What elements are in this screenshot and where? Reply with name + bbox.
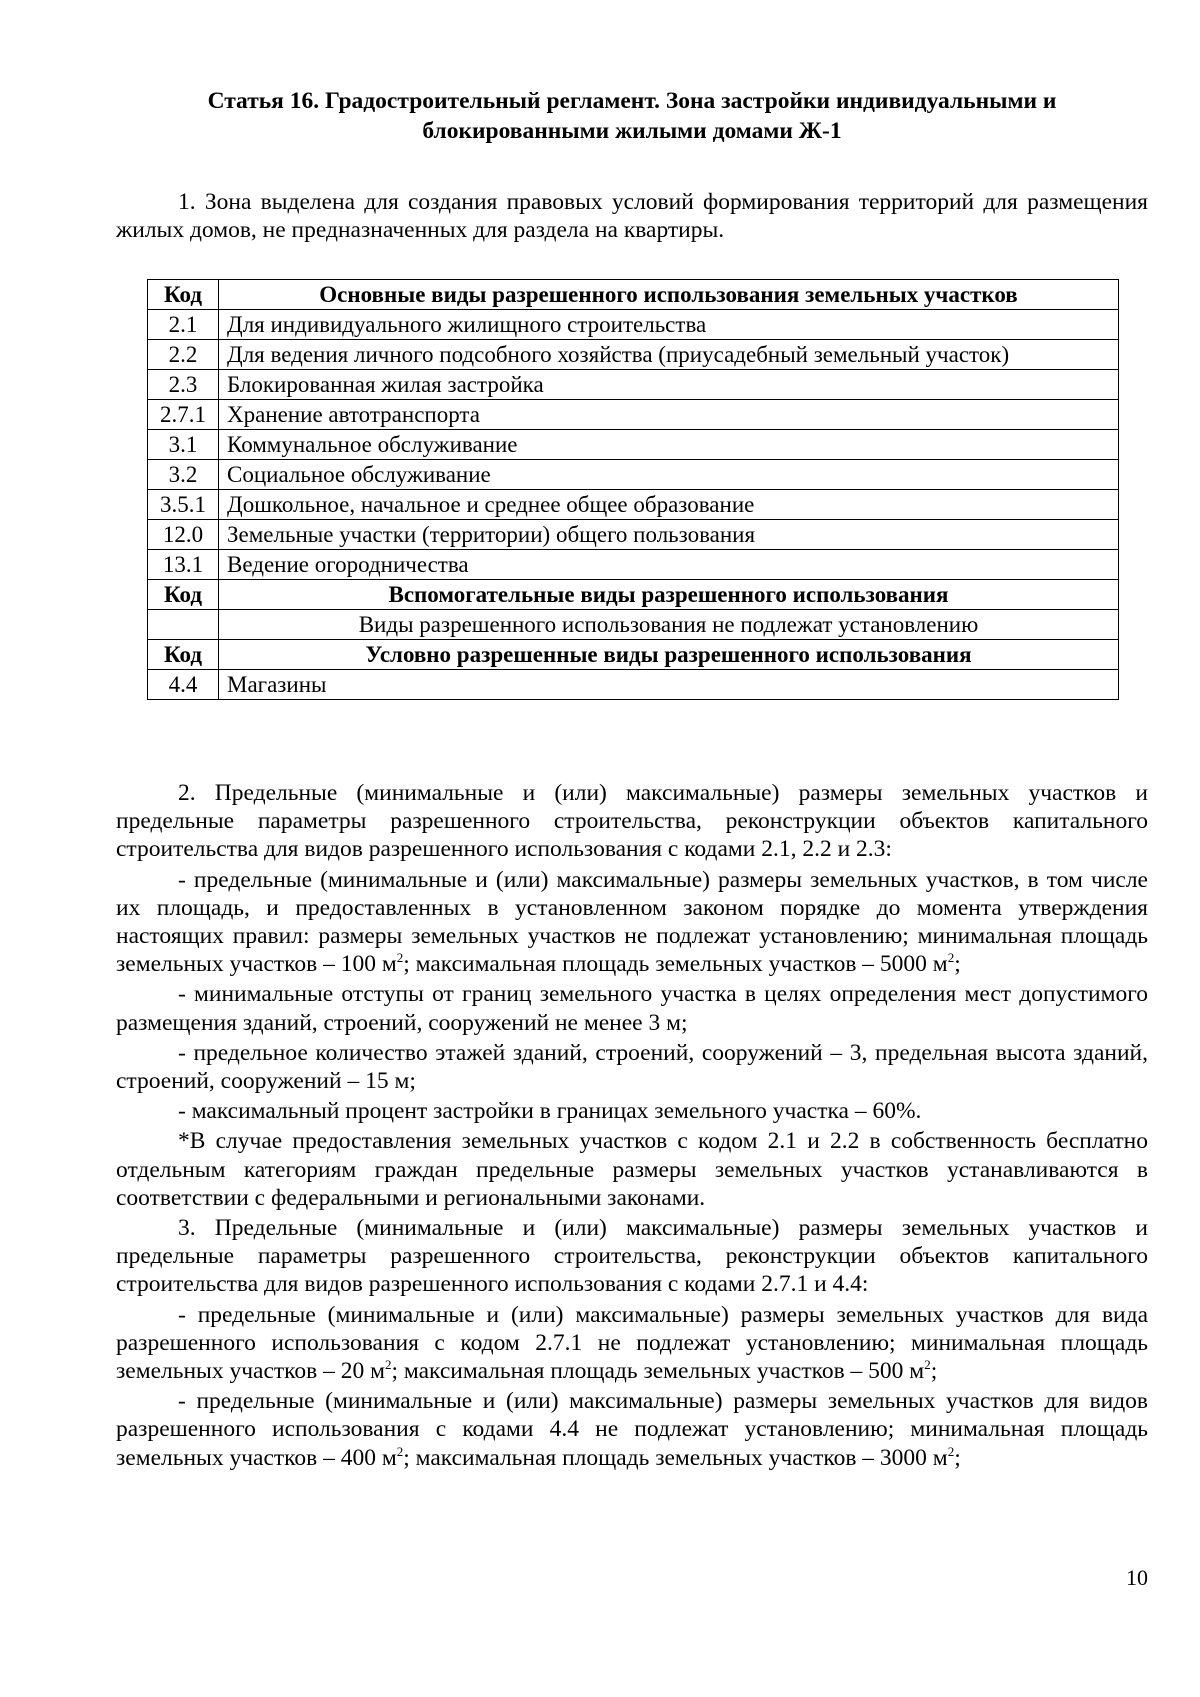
- superscript: 2: [396, 1443, 404, 1459]
- row-code-cell: 12.0: [148, 520, 219, 550]
- conditional-uses-header-row: [148, 640, 1119, 670]
- row-label-cell: Магазины: [219, 670, 1119, 700]
- permitted-uses-table: [147, 279, 1119, 700]
- superscript: 2: [924, 1357, 931, 1373]
- header-label-cell: Условно разрешенные виды разрешенного использования: [219, 640, 1119, 670]
- paragraph-2-item-floors: - предельное количество этажей зданий, строений, сооружений – 3, предельная высота зданий, строений, сооружений – 15 м;: [116, 1039, 1148, 1095]
- paragraph-2-item-coverage: - максимальный процент застройки в границах земельного участка – 60%.: [178, 1098, 922, 1125]
- paragraph-2-footnote: *В случае предоставления земельных участков с кодом 2.1 и 2.2 в собственность бесплатно отдельным категориям граждан предельные размеры земельных участков устанавливаются в соответствии с федеральными и региональными законами.: [116, 1128, 1148, 1211]
- table-row: [148, 370, 1119, 400]
- row-label-cell: Земельные участки (территории) общего пользования: [219, 520, 1119, 550]
- row-label-cell: Дошкольное, начальное и среднее общее образование: [219, 490, 1119, 520]
- paragraph-3-item-shops: [116, 1387, 1148, 1472]
- text-run: ;: [930, 1358, 938, 1385]
- row-label-cell: Социальное обслуживание: [219, 460, 1119, 490]
- text-run: ; максимальная площадь земельных участков – 3000 м: [403, 1444, 948, 1471]
- article-title-line-1: Статья 16. Градостроительный регламент. Зона застройки индивидуальными и: [207, 88, 1057, 114]
- page-number: 10: [1126, 1565, 1148, 1590]
- table-row: [148, 670, 1119, 700]
- table-row: [148, 460, 1119, 490]
- text-run: ; максимальная площадь земельных участков – 500 м: [391, 1358, 925, 1385]
- row-label-cell: Хранение автотранспорта: [219, 400, 1119, 430]
- header-code-cell: Код: [148, 280, 219, 310]
- row-code-cell: 3.1: [148, 430, 219, 460]
- header-code-cell: Код: [148, 640, 219, 670]
- regulations-body: [116, 779, 1148, 1474]
- header-code-cell: Код: [148, 580, 219, 610]
- table-row: [148, 610, 1119, 640]
- paragraph-2-item-setbacks: - минимальные отступы от границ земельного участка в целях определения мест допустимого размещения зданий, строений, сооружений не менее 3 м;: [116, 981, 1148, 1036]
- superscript: 2: [947, 1443, 955, 1459]
- row-code-cell: 2.7.1: [148, 400, 219, 430]
- header-label-cell: Вспомогательные виды разрешенного использования: [219, 580, 1119, 610]
- row-code-cell: 2.1: [148, 310, 219, 340]
- row-label-cell: Виды разрешенного использования не подлежат установлению: [219, 610, 1119, 640]
- row-code-cell: 2.3: [148, 370, 219, 400]
- header-label-cell: Основные виды разрешенного использования земельных участков: [219, 280, 1119, 310]
- table-row: [148, 550, 1119, 580]
- text-run: ;: [954, 951, 961, 978]
- row-code-cell: 4.4: [148, 670, 219, 700]
- text-run: ; максимальная площадь земельных участков – 5000 м: [403, 951, 948, 978]
- paragraph-3: 3. Предельные (минимальные и (или) максимальные) размеры земельных участков и предельные параметры разрешенного строительства, реконструкции объектов капитального строительства для видов разрешенного использования с кодами 2.7.1 и 4.4:: [116, 1215, 1148, 1298]
- row-code-cell: 3.2: [148, 460, 219, 490]
- aux-uses-header-row: [148, 580, 1119, 610]
- row-label-cell: Блокированная жилая застройка: [219, 370, 1119, 400]
- superscript: 2: [947, 950, 955, 966]
- text-run: - предельные (минимальные и (или) максимальные) размеры земельных участков, в том числе их площадь, и предоставленных в установленном законом порядке до момента утверждения настоящих правил: размеры земельных участков не подлежат установлению; минимальная площадь земельных участков – 100 м: [116, 866, 1148, 978]
- text-run: - предельные (минимальные и (или) максимальные) размеры земельных участков для вида разрешенного использования с кодом 2.7.1 не подлежат установлению; минимальная площадь земельных участков – 20 м: [116, 1301, 1148, 1385]
- main-uses-header-row: [148, 280, 1119, 310]
- article-title: [116, 86, 1148, 146]
- text-run: ;: [954, 1444, 961, 1471]
- article-title-line-2: блокированными жилыми домами Ж-1: [422, 118, 842, 144]
- intro-paragraph: 1. Зона выделена для создания правовых условий формирования территорий для размещения жилых домов, не предназначенных для раздела на квартиры.: [116, 189, 1148, 244]
- table-row: [148, 520, 1119, 550]
- row-label-cell: Для ведения личного подсобного хозяйства (приусадебный земельный участок): [219, 340, 1119, 370]
- table-row: [148, 400, 1119, 430]
- table-row: [148, 340, 1119, 370]
- text-run: - предельные (минимальные и (или) максимальные) размеры земельных участков для видов разрешенного использования с кодами 4.4 не подлежат установлению; минимальная площадь земельных участков – 400 м: [116, 1388, 1148, 1471]
- table-row: [148, 430, 1119, 460]
- superscript: 2: [384, 1357, 392, 1373]
- table-row: [148, 490, 1119, 520]
- paragraph-3-item-parking: [116, 1301, 1148, 1386]
- row-code-cell: [148, 610, 219, 640]
- row-code-cell: 3.5.1: [148, 490, 219, 520]
- table-row: [148, 310, 1119, 340]
- paragraph-2: 2. Предельные (минимальные и (или) максимальные) размеры земельных участков и предельные параметры разрешенного строительства, реконструкции объектов капитального строительства для видов разрешенного использования с кодами 2.1, 2.2 и 2.3:: [116, 780, 1148, 863]
- row-label-cell: Коммунальное обслуживание: [219, 430, 1119, 460]
- row-code-cell: 2.2: [148, 340, 219, 370]
- row-label-cell: Ведение огородничества: [219, 550, 1119, 580]
- row-code-cell: 13.1: [148, 550, 219, 580]
- superscript: 2: [396, 950, 404, 966]
- row-label-cell: Для индивидуального жилищного строительства: [219, 310, 1119, 340]
- paragraph-2-item-plot-sizes: [116, 866, 1148, 979]
